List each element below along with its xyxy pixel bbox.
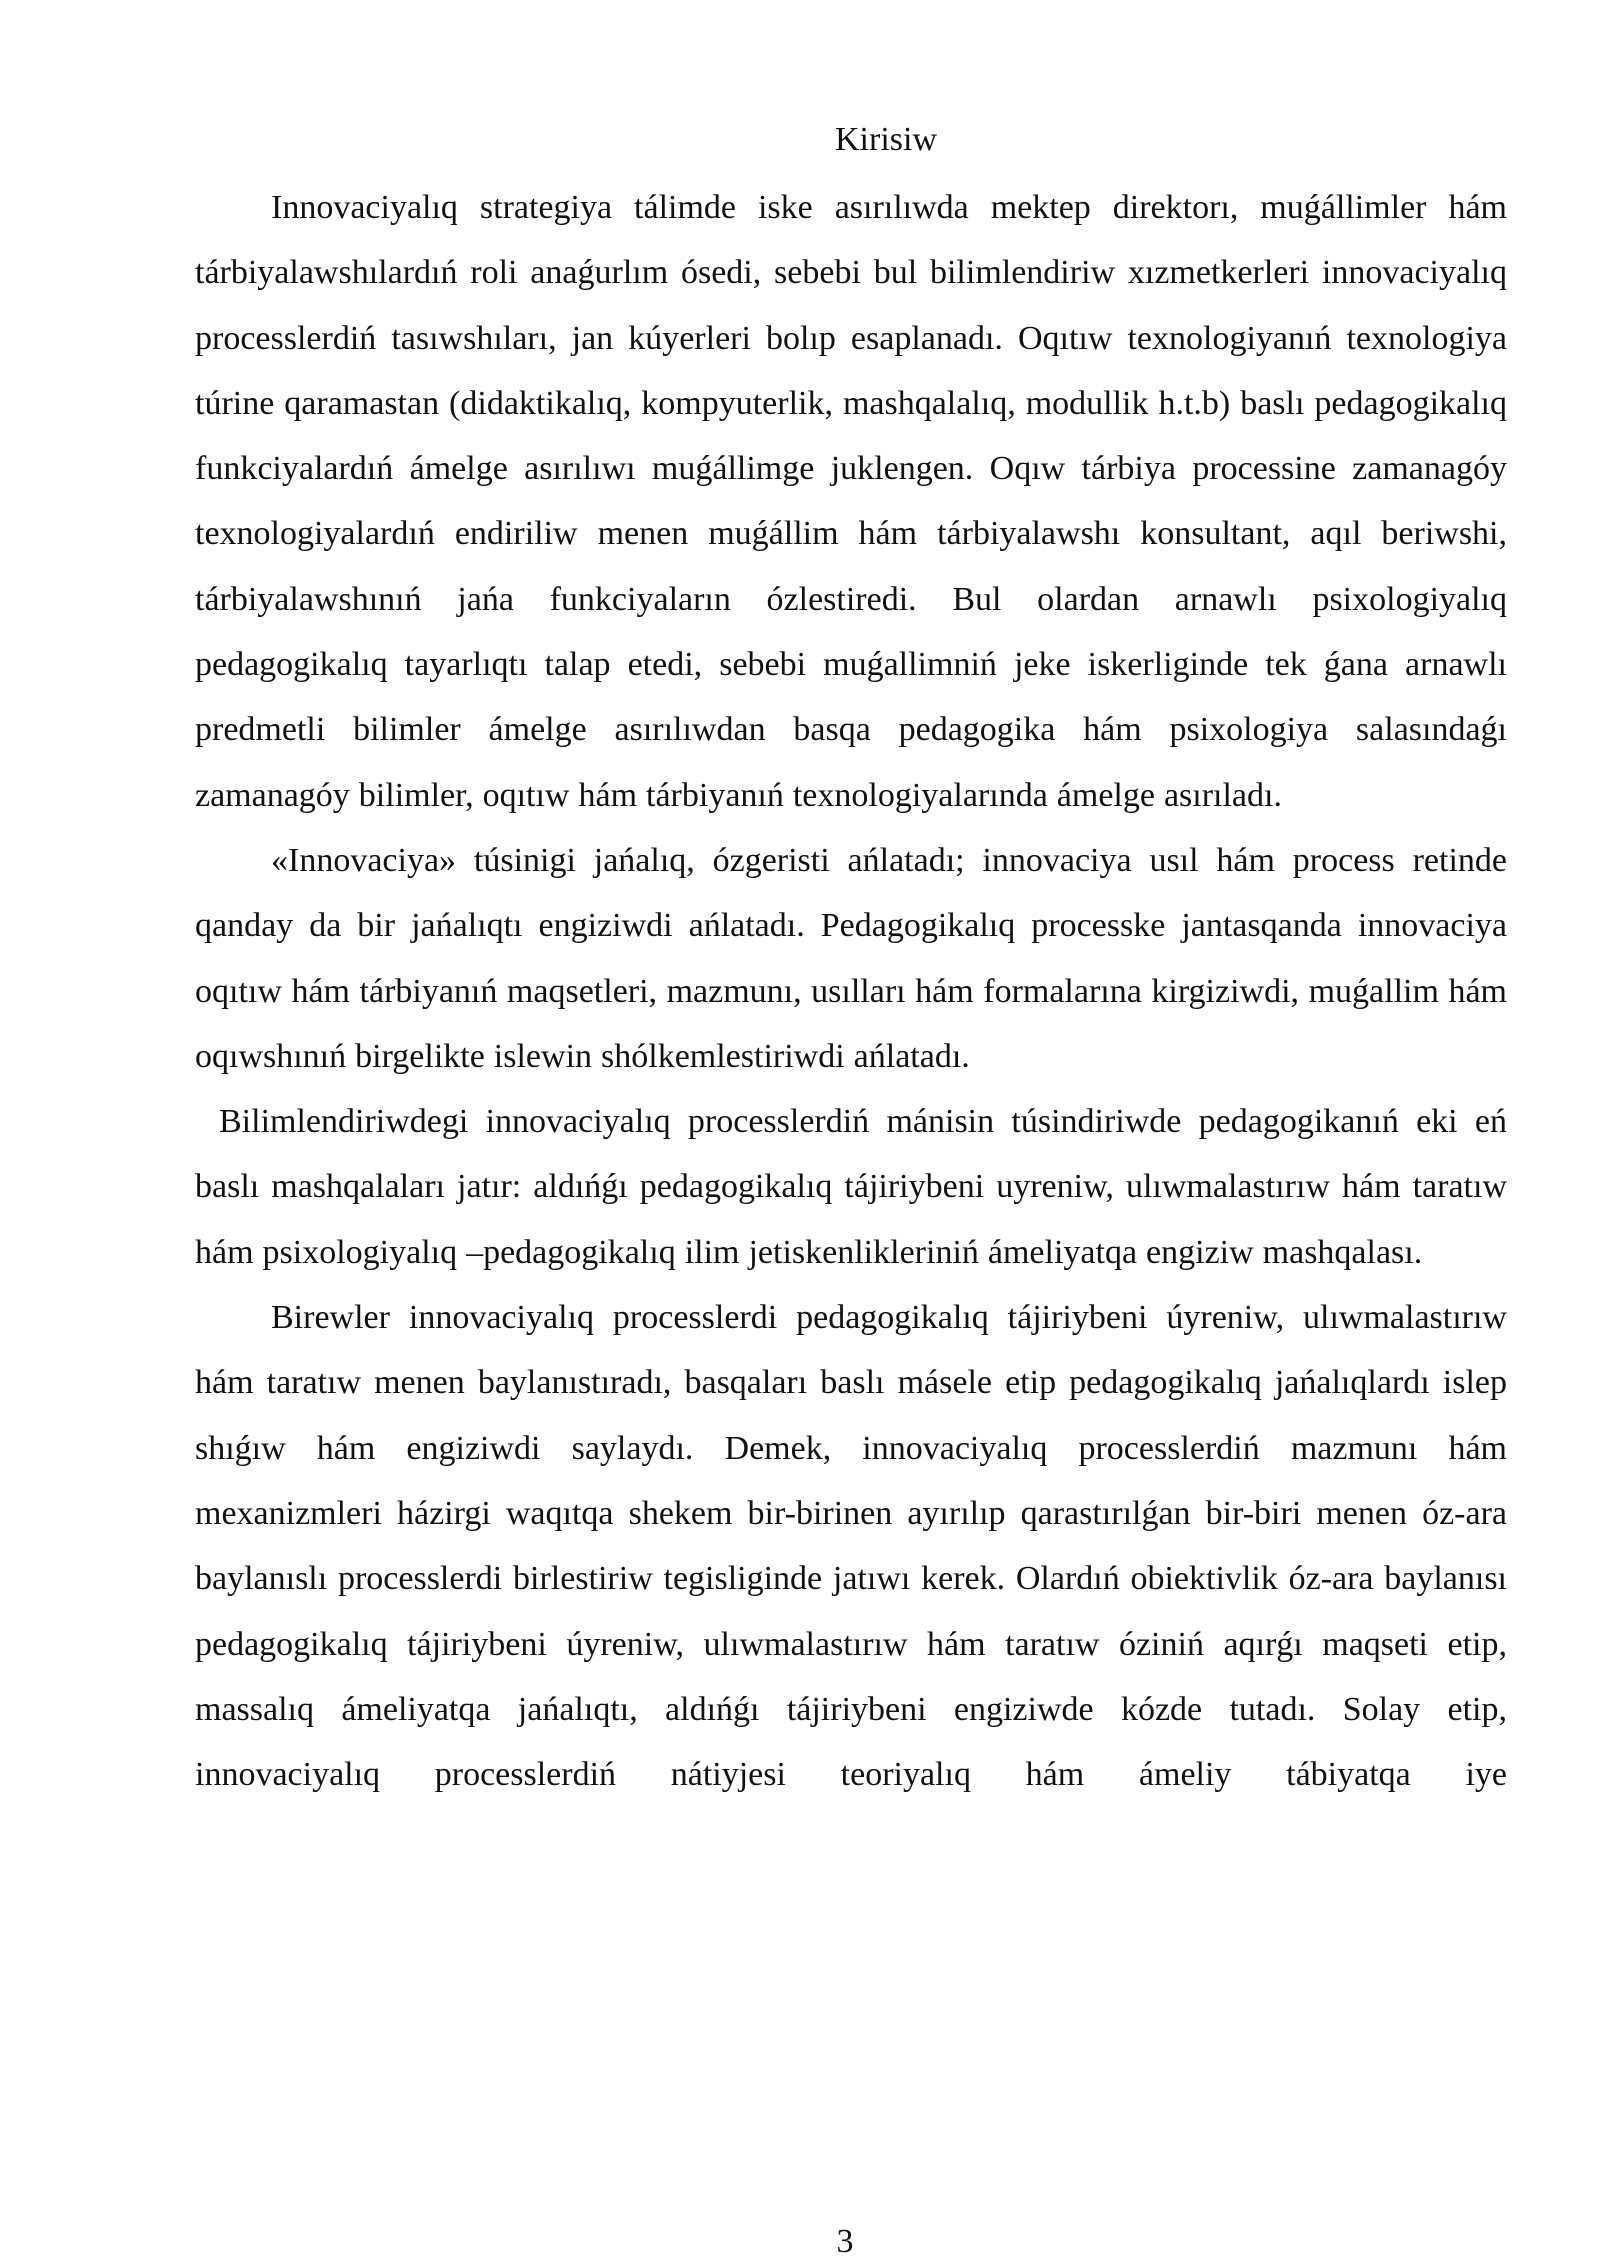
document-page [195,120,1507,1807]
page-number: 3 [836,2223,854,2260]
paragraph-4: Birewler innovaciyalıq processlerdi pedagogikalıq tájiriybeni úyreniw, ulıwmalastırıw hám taratıw menen baylanıstıradı, basqaları baslı másele etip pedagogikalıq jańalıqlardı islep shıǵıw hám engiziwdi saylaydı. Demek, innovaciyalıq processlerdiń mazmunı hám mexanizmleri házirgi waqıtqa shekem bir-birinen ayırılıp qarastırılǵan bir-biri menen óz-ara baylanıslı processlerdi birlestiriw tegisliginde jatıwı kerek. Olardıń obiektivlik óz-ara baylanısı pedagogikalıq tájiriybeni úyreniw, ulıwmalastırıw hám taratıw óziniń aqırǵı maqseti etip, massalıq ámeliyatqa jańalıqtı, aldıńǵı tájiriybeni engiziwde kózde tutadı. Solay etip, innovaciyalıq processlerdiń nátiyjesi teoriyalıq hám ámeliy tábiyatqa iye [195,1299,1507,1794]
document-title: Kirisiw [835,121,937,158]
paragraph-2: «Innovaciya» túsinigi jańalıq, ózgeristi ańlatadı; innovaciya usıl hám process retinde qanday da bir jańalıqtı engiziwdi ańlatadı. Pedagogikalıq processke jantasqanda innovaciya oqıtıw hám tárbiyanıń maqsetleri, mazmunı, usılları hám formalarına kirgiziwdi, muǵallim hám oqıwshınıń birgelikte islewin shólkemlestiriwdi ańlatadı. [195,841,1507,1075]
paragraph-1: Innovaciyalıq strategiya tálimde iske asırılıwda mektep direktorı, muǵállimler hám tárbiyalawshılardıń roli anaǵurlım ósedi, sebebi bul bilimlendiriw xızmetkerleri innovaciyalıq processlerdiń tasıwshıları, jan kúyerleri bolıp esaplanadı. Oqıtıw texnologiyanıń texnologiya túrine qaramastan (didaktikalıq, kompyuterlik, mashqalalıq, modullik h.t.b) baslı pedagogikalıq funkciyalardıń ámelge asırılıwı muǵállimge juklengen. Oqıw tárbiya processine zamanagóy texnologiyalardıń endiriliw menen muǵállim hám tárbiyalawshı konsultant, aqıl beriwshi, tárbiyalawshınıń jańa funkciyaların ózlestiredi. Bul olardan arnawlı psixologiyalıq pedagogikalıq tayarlıqtı talap etedi, sebebi muǵallimniń jeke iskerliginde tek ǵana arnawlı predmetli bilimler ámelge asırılıwdan basqa pedagogika hám psixologiya salasındaǵı zamanagóy bilimler, oqıtıw hám tárbiyanıń texnologiyalarında ámelge asırıladı. [195,189,1507,814]
paragraph-3: Bilimlendiriwdegi innovaciyalıq processlerdiń mánisin túsindiriwde pedagogikanıń eki eń baslı mashqalaları jatır: aldıńǵı pedagogikalıq tájiriybeni uyreniw, ulıwmalastırıw hám taratıw hám psixologiyalıq –pedagogikalıq ilim jetiskenlikleriniń ámeliyatqa engiziw mashqalası. [195,1103,1507,1271]
